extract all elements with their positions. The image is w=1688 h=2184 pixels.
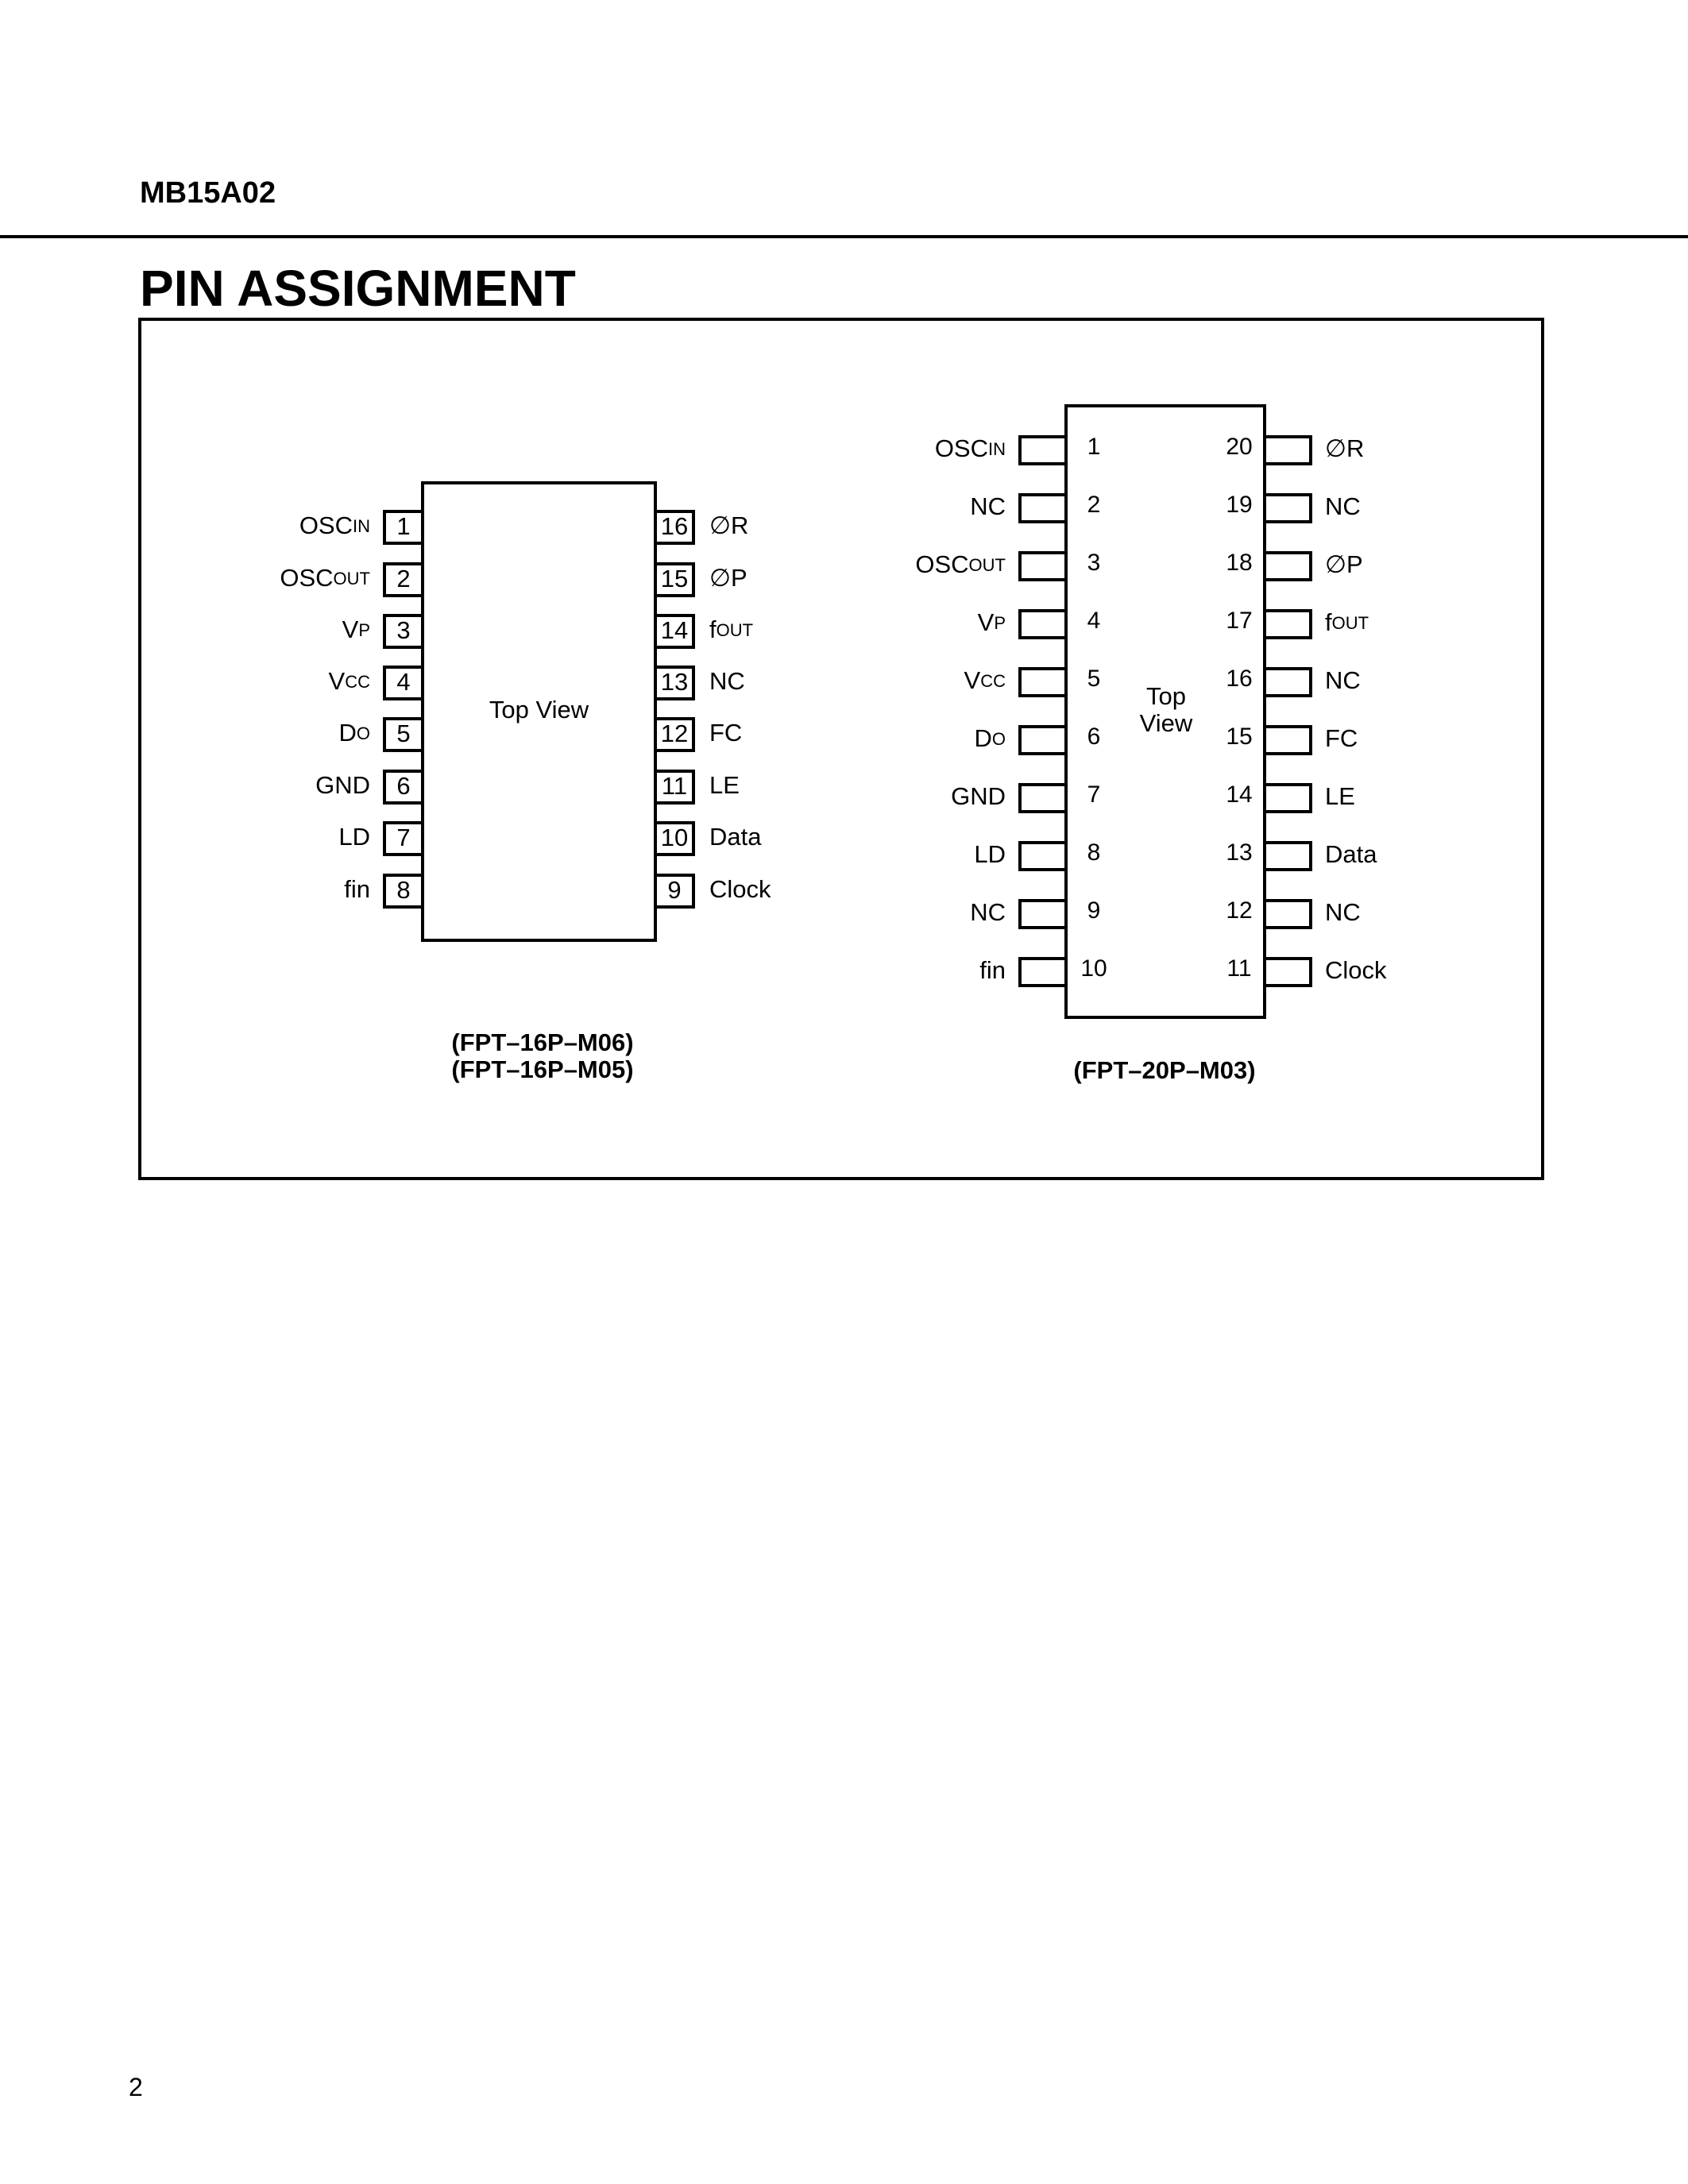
section-title: PIN ASSIGNMENT <box>140 260 576 317</box>
pin-number-16pin-5: 5 <box>396 720 411 748</box>
pin-number-20pin-19: 19 <box>1226 491 1253 518</box>
pin-label-20pin-6: DO <box>974 724 1006 753</box>
pin-number-20pin-14: 14 <box>1226 781 1253 808</box>
pin-label-16pin-10: Data <box>709 823 762 851</box>
pin-label-20pin-10: fin <box>979 956 1006 985</box>
pin-label-20pin-11: Clock <box>1325 956 1387 985</box>
pin-box-20pin-4 <box>1020 611 1066 638</box>
pin-box-20pin-14 <box>1265 785 1311 812</box>
pin-number-20pin-17: 17 <box>1226 607 1253 634</box>
pin-number-20pin-13: 13 <box>1226 839 1253 866</box>
pin-label-20pin-15: FC <box>1325 724 1358 753</box>
pin-number-16pin-10: 10 <box>660 824 689 852</box>
pin-label-20pin-19: NC <box>1325 492 1361 521</box>
pin-box-20pin-13 <box>1265 843 1311 870</box>
pin-number-20pin-11: 11 <box>1226 955 1252 982</box>
pin-label-16pin-9: Clock <box>709 875 771 904</box>
pin-number-20pin-7: 7 <box>1087 781 1101 808</box>
header-rule <box>0 235 1688 238</box>
pin-label-16pin-16: ∅R <box>709 511 749 540</box>
pin-assignment-figure <box>138 318 1544 1180</box>
pin-label-16pin-1: OSCIN <box>299 511 370 540</box>
pin-box-20pin-17 <box>1265 611 1311 638</box>
pin-label-20pin-4: VP <box>977 608 1006 637</box>
pin-label-20pin-3: OSCOUT <box>915 550 1006 579</box>
pin-box-20pin-16 <box>1265 669 1311 696</box>
pin-label-16pin-2: OSCOUT <box>280 564 370 592</box>
pin-number-16pin-16: 16 <box>660 512 689 541</box>
pin-label-16pin-15: ∅P <box>709 564 747 592</box>
pin-label-20pin-1: OSCIN <box>934 434 1006 463</box>
page-number: 2 <box>129 2073 143 2101</box>
pin-box-20pin-2 <box>1020 495 1066 522</box>
pin-number-20pin-2: 2 <box>1087 491 1101 518</box>
pin-number-20pin-8: 8 <box>1087 839 1101 866</box>
pin-label-16pin-4: VCC <box>328 667 370 696</box>
pin-number-16pin-13: 13 <box>660 668 689 696</box>
pin-box-20pin-11 <box>1265 959 1311 986</box>
pin-number-20pin-6: 6 <box>1087 723 1101 750</box>
pin-number-20pin-15: 15 <box>1226 723 1253 750</box>
pin-number-20pin-4: 4 <box>1087 607 1101 634</box>
pin-label-20pin-18: ∅P <box>1325 550 1363 579</box>
pin-label-20pin-16: NC <box>1325 666 1361 695</box>
pin-label-20pin-12: NC <box>1325 898 1361 927</box>
pin-box-20pin-19 <box>1265 495 1311 522</box>
pin-box-20pin-15 <box>1265 727 1311 754</box>
pin-number-16pin-1: 1 <box>396 512 411 541</box>
pin-box-20pin-10 <box>1020 959 1066 986</box>
pin-label-20pin-7: GND <box>951 782 1006 811</box>
pin-number-16pin-11: 11 <box>661 772 688 801</box>
pin-box-20pin-18 <box>1265 553 1311 580</box>
top-view-label-16pin: Top View <box>489 696 589 724</box>
pin-number-20pin-5: 5 <box>1087 665 1101 692</box>
package-caption-16pin-2: (FPT–16P–M05) <box>451 1055 634 1084</box>
pin-number-16pin-3: 3 <box>396 616 411 645</box>
pin-box-20pin-8 <box>1020 843 1066 870</box>
pin-box-20pin-5 <box>1020 669 1066 696</box>
pin-number-20pin-1: 1 <box>1087 433 1101 460</box>
pin-box-20pin-20 <box>1265 437 1311 464</box>
pin-box-20pin-3 <box>1020 553 1066 580</box>
pin-number-16pin-6: 6 <box>396 772 411 801</box>
pin-number-20pin-9: 9 <box>1087 897 1101 924</box>
pin-label-16pin-3: VP <box>342 615 370 644</box>
pin-label-16pin-8: fin <box>344 875 370 904</box>
pin-box-20pin-1 <box>1020 437 1066 464</box>
pin-label-16pin-13: NC <box>709 667 745 696</box>
pin-diagram <box>141 321 1541 1177</box>
pin-number-16pin-9: 9 <box>667 876 682 905</box>
pin-number-16pin-7: 7 <box>396 824 411 852</box>
pin-label-20pin-20: ∅R <box>1325 434 1365 463</box>
package-caption-16pin-1: (FPT–16P–M06) <box>451 1028 634 1057</box>
pin-label-16pin-7: LD <box>338 823 370 851</box>
pin-label-16pin-14: fOUT <box>709 615 754 644</box>
pin-label-16pin-12: FC <box>709 719 743 747</box>
pin-number-16pin-12: 12 <box>660 720 689 748</box>
pin-number-20pin-18: 18 <box>1226 549 1253 576</box>
pin-number-20pin-12: 12 <box>1226 897 1253 924</box>
pin-label-20pin-2: NC <box>970 492 1006 521</box>
pin-box-20pin-12 <box>1265 901 1311 928</box>
pin-number-20pin-20: 20 <box>1226 433 1253 460</box>
pin-box-20pin-9 <box>1020 901 1066 928</box>
pin-label-16pin-6: GND <box>315 771 370 800</box>
pin-number-16pin-2: 2 <box>396 565 411 593</box>
pin-label-16pin-5: DO <box>338 719 370 747</box>
top-view-label-20pin-1: Top <box>1146 682 1186 711</box>
pin-number-16pin-4: 4 <box>396 668 411 696</box>
pin-label-20pin-14: LE <box>1325 782 1355 811</box>
pin-number-20pin-10: 10 <box>1080 955 1107 982</box>
package-caption-20pin-1: (FPT–20P–M03) <box>1073 1056 1256 1085</box>
top-view-label-20pin-2: View <box>1139 709 1193 738</box>
pin-number-16pin-8: 8 <box>396 876 411 905</box>
pin-label-16pin-11: LE <box>709 771 740 800</box>
pin-label-20pin-8: LD <box>974 840 1006 869</box>
pin-number-20pin-3: 3 <box>1087 549 1101 576</box>
header-model: MB15A02 <box>140 176 276 210</box>
pin-number-20pin-16: 16 <box>1226 665 1253 692</box>
pin-label-20pin-13: Data <box>1325 840 1377 869</box>
pin-label-20pin-17: fOUT <box>1325 608 1369 637</box>
pin-box-20pin-7 <box>1020 785 1066 812</box>
pin-label-20pin-9: NC <box>970 898 1006 927</box>
pin-label-20pin-5: VCC <box>964 666 1006 695</box>
pin-number-16pin-14: 14 <box>660 616 689 645</box>
pin-box-20pin-6 <box>1020 727 1066 754</box>
pin-number-16pin-15: 15 <box>660 565 689 593</box>
